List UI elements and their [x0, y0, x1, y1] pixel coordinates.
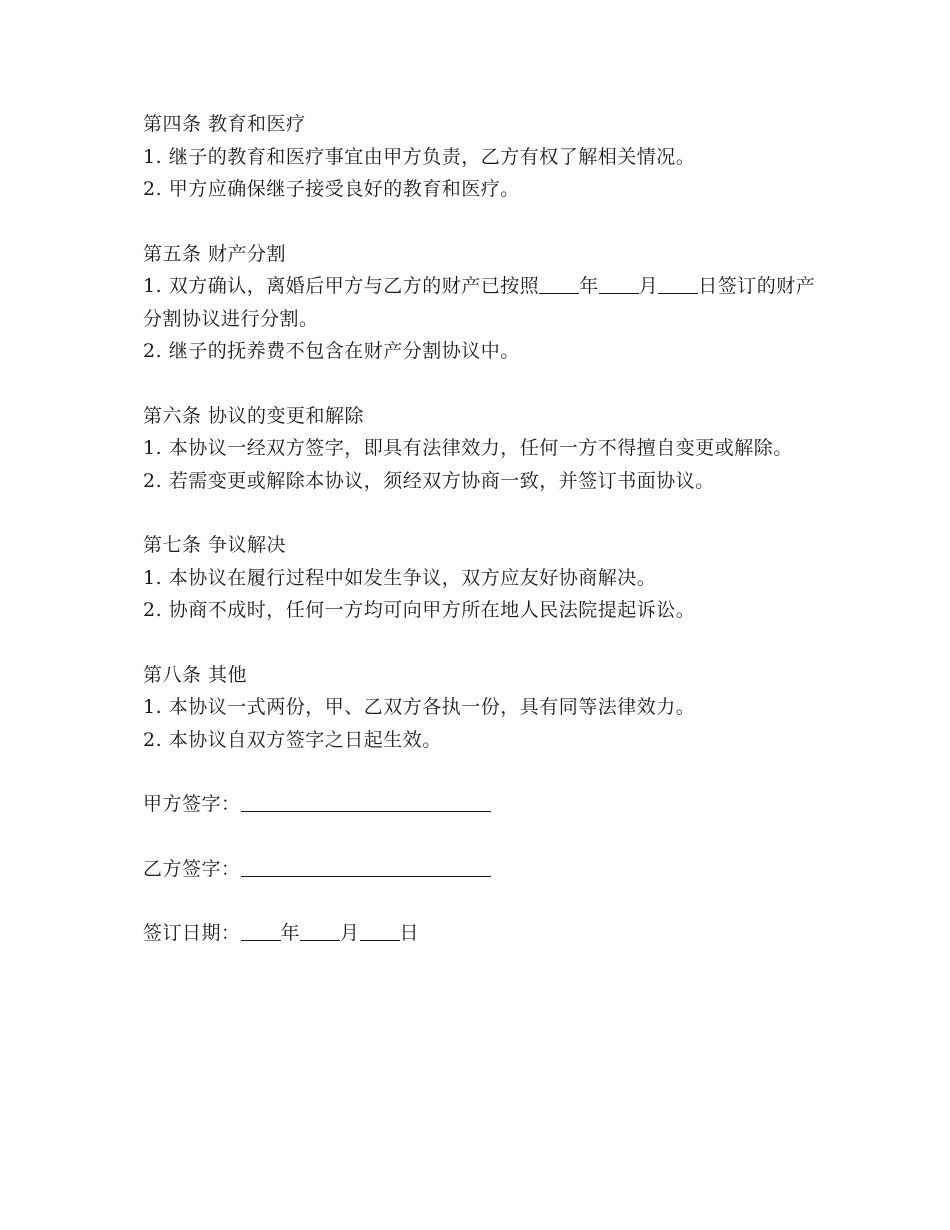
clause-text: 本协议在履行过程中如发生争议，双方应友好协商解决。: [168, 566, 657, 589]
party-a-signature: [143, 788, 823, 821]
clause-text: 双方确认，离婚后甲方与乙方的财产已按照: [168, 275, 540, 297]
article-4: [143, 108, 823, 206]
clause-number: 1.: [143, 566, 163, 589]
party-a-signature-field[interactable]: [241, 789, 491, 812]
clause-text: 本协议一经双方签字，即具有法律效力，任何一方不得擅自变更或解除。: [168, 437, 793, 459]
article-heading: 第四条 教育和医疗: [143, 113, 306, 135]
clause: [143, 141, 823, 174]
article-7: [143, 529, 823, 627]
day-blank[interactable]: [658, 271, 698, 294]
clause-number: 1.: [143, 275, 163, 297]
party-a-signature-label: 甲方签字：: [143, 793, 241, 815]
clause: [143, 691, 823, 724]
year-blank[interactable]: [539, 271, 579, 294]
article-heading: 第七条 争议解决: [143, 534, 287, 556]
clause-number: 1.: [143, 437, 163, 459]
article-heading: 第八条 其他: [143, 663, 248, 686]
signing-date-label: 签订日期：: [143, 922, 241, 944]
clause: [143, 724, 823, 757]
clause-text: 本协议一式两份，甲、乙双方各执一份，具有同等法律效力。: [168, 696, 696, 718]
clause-text: 甲方应确保继子接受良好的教育和医疗。: [168, 178, 520, 200]
clause: [143, 173, 823, 206]
month-label: 月: [638, 275, 659, 297]
clause-number: 1.: [143, 145, 163, 168]
party-b-signature-label: 乙方签字：: [143, 857, 241, 880]
clause-number: 1.: [143, 696, 163, 718]
clause-text: 若需变更或解除本协议，须经双方协商一致，并签订书面协议。: [168, 469, 715, 492]
clause: [143, 335, 823, 368]
clause-text: 继子的教育和医疗事宜由甲方负责，乙方有权了解相关情况。: [168, 145, 696, 168]
signing-year-label: 年: [280, 922, 301, 944]
clause: [143, 594, 823, 627]
clause: [143, 465, 823, 498]
clause-text: 协商不成时，任何一方均可向甲方所在地人民法院提起诉讼。: [168, 599, 696, 621]
clause: [143, 562, 823, 595]
clause-number: 2.: [143, 340, 163, 362]
party-b-signature: [143, 853, 823, 886]
clause: [143, 432, 823, 465]
signing-date: [143, 917, 823, 950]
signing-year-blank[interactable]: [241, 918, 281, 941]
signing-day-label: 日: [399, 922, 420, 944]
document-page: [143, 108, 823, 982]
signing-day-blank[interactable]: [360, 918, 400, 941]
article-8: [143, 659, 823, 757]
clause: [143, 270, 823, 335]
article-6: [143, 400, 823, 498]
article-heading: 第六条 协议的变更和解除: [143, 404, 365, 427]
year-label: 年: [579, 275, 599, 297]
clause-text: 继子的抚养费不包含在财产分割协议中。: [168, 340, 520, 362]
clause-number: 2.: [143, 599, 163, 621]
clause-text-continued: 日签订的财产分割协议进行分割。: [143, 275, 816, 330]
clause-number: 2.: [143, 469, 163, 492]
signing-month-label: 月: [340, 922, 360, 944]
article-heading: 第五条 财产分割: [143, 242, 287, 265]
month-blank[interactable]: [599, 271, 639, 294]
signing-month-blank[interactable]: [300, 918, 340, 941]
clause-number: 2.: [143, 178, 163, 200]
clause-number: 2.: [143, 728, 163, 751]
party-b-signature-field[interactable]: [241, 854, 491, 877]
clause-text: 本协议自双方签字之日起生效。: [168, 728, 442, 751]
article-5: [143, 238, 823, 368]
